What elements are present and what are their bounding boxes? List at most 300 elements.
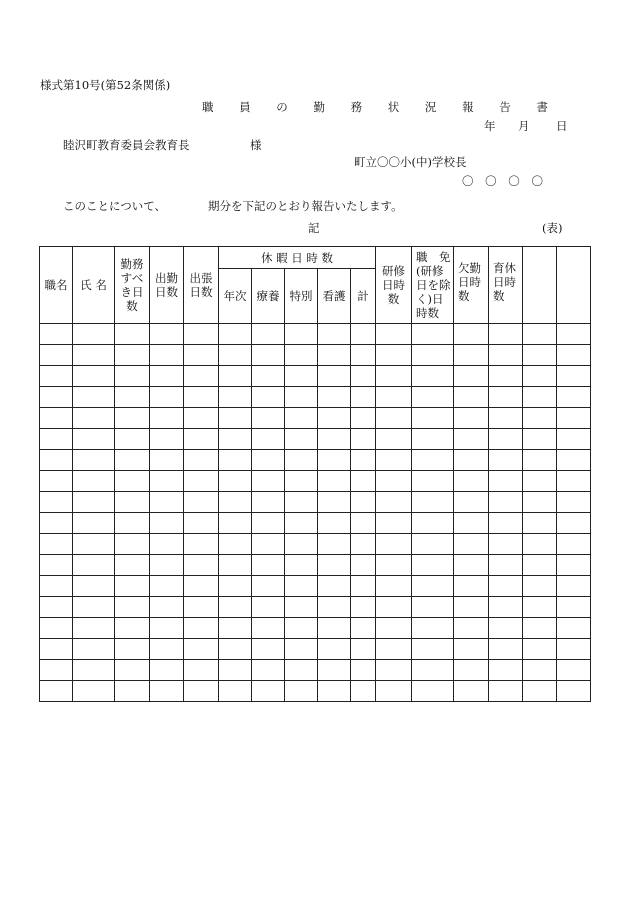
table-cell[interactable] (412, 387, 454, 408)
table-cell[interactable] (318, 576, 351, 597)
table-cell[interactable] (252, 345, 285, 366)
table-cell[interactable] (557, 618, 591, 639)
table-cell[interactable] (351, 576, 376, 597)
table-cell[interactable] (115, 597, 150, 618)
table-cell[interactable] (351, 345, 376, 366)
table-cell[interactable] (150, 576, 184, 597)
table-cell[interactable] (376, 408, 412, 429)
table-cell[interactable] (454, 555, 489, 576)
table-cell[interactable] (73, 366, 115, 387)
table-cell[interactable] (73, 513, 115, 534)
table-cell[interactable] (285, 639, 318, 660)
table-cell[interactable] (184, 492, 219, 513)
table-cell[interactable] (523, 324, 557, 345)
table-cell[interactable] (285, 555, 318, 576)
table-cell[interactable] (40, 471, 73, 492)
table-cell[interactable] (454, 450, 489, 471)
table-cell[interactable] (376, 660, 412, 681)
table-cell[interactable] (412, 492, 454, 513)
table-cell[interactable] (557, 366, 591, 387)
table-cell[interactable] (73, 618, 115, 639)
table-cell[interactable] (184, 366, 219, 387)
table-cell[interactable] (412, 366, 454, 387)
table-cell[interactable] (454, 513, 489, 534)
honorific: 様 (250, 138, 262, 152)
table-cell[interactable] (318, 450, 351, 471)
table-cell[interactable] (40, 324, 73, 345)
table-cell[interactable] (351, 618, 376, 639)
table-cell[interactable] (285, 660, 318, 681)
table-cell[interactable] (412, 681, 454, 702)
table-cell[interactable] (412, 408, 454, 429)
table-cell[interactable] (489, 555, 523, 576)
table-cell[interactable] (115, 513, 150, 534)
table-cell[interactable] (489, 450, 523, 471)
table-cell[interactable] (285, 366, 318, 387)
table-cell[interactable] (376, 618, 412, 639)
table-cell[interactable] (150, 345, 184, 366)
table-cell[interactable] (454, 387, 489, 408)
table-cell[interactable] (557, 345, 591, 366)
table-cell[interactable] (489, 618, 523, 639)
table-cell[interactable] (285, 534, 318, 555)
table-cell[interactable] (557, 555, 591, 576)
table-cell[interactable] (40, 660, 73, 681)
table-cell[interactable] (73, 534, 115, 555)
table-cell[interactable] (523, 450, 557, 471)
table-cell[interactable] (40, 597, 73, 618)
table-cell[interactable] (73, 324, 115, 345)
table-cell[interactable] (40, 618, 73, 639)
table-cell[interactable] (489, 345, 523, 366)
table-cell[interactable] (489, 366, 523, 387)
table-cell[interactable] (454, 408, 489, 429)
table-cell[interactable] (115, 387, 150, 408)
table-cell[interactable] (557, 681, 591, 702)
table-cell[interactable] (523, 576, 557, 597)
table-cell[interactable] (454, 366, 489, 387)
table-cell[interactable] (252, 639, 285, 660)
table-cell[interactable] (73, 555, 115, 576)
table-cell[interactable] (318, 513, 351, 534)
table-cell[interactable] (150, 324, 184, 345)
table-cell[interactable] (351, 513, 376, 534)
table-cell[interactable] (376, 681, 412, 702)
table-cell[interactable] (285, 324, 318, 345)
table-cell[interactable] (351, 450, 376, 471)
table-cell[interactable] (184, 660, 219, 681)
table-cell[interactable] (219, 366, 252, 387)
table-cell[interactable] (523, 492, 557, 513)
table-cell[interactable] (412, 324, 454, 345)
header-total: 計 (351, 269, 376, 324)
table-cell[interactable] (219, 618, 252, 639)
table-cell[interactable] (412, 513, 454, 534)
table-cell[interactable] (318, 366, 351, 387)
table-cell[interactable] (318, 408, 351, 429)
table-cell[interactable] (318, 492, 351, 513)
table-cell[interactable] (489, 681, 523, 702)
table-cell[interactable] (557, 576, 591, 597)
table-cell[interactable] (318, 681, 351, 702)
table-cell[interactable] (489, 387, 523, 408)
table-cell[interactable] (557, 429, 591, 450)
table-cell[interactable] (557, 408, 591, 429)
table-cell[interactable] (412, 576, 454, 597)
table-cell[interactable] (523, 513, 557, 534)
table-cell[interactable] (376, 639, 412, 660)
table-row (40, 345, 591, 366)
table-cell[interactable] (252, 555, 285, 576)
table-cell[interactable] (219, 639, 252, 660)
table-cell[interactable] (489, 639, 523, 660)
table-cell[interactable] (219, 660, 252, 681)
table-cell[interactable] (454, 681, 489, 702)
table-cell[interactable] (40, 429, 73, 450)
table-cell[interactable] (219, 429, 252, 450)
table-cell[interactable] (150, 555, 184, 576)
hyo-label: (表) (542, 221, 563, 235)
table-cell[interactable] (252, 576, 285, 597)
table-cell[interactable] (351, 429, 376, 450)
table-cell[interactable] (318, 387, 351, 408)
table-cell[interactable] (454, 597, 489, 618)
table-cell[interactable] (252, 387, 285, 408)
table-cell[interactable] (285, 387, 318, 408)
table-cell[interactable] (285, 492, 318, 513)
table-cell[interactable] (376, 534, 412, 555)
table-cell[interactable] (40, 534, 73, 555)
table-cell[interactable] (219, 387, 252, 408)
table-cell[interactable] (523, 639, 557, 660)
table-cell[interactable] (318, 639, 351, 660)
table-cell[interactable] (40, 366, 73, 387)
table-cell[interactable] (219, 450, 252, 471)
table-cell[interactable] (219, 555, 252, 576)
table-cell[interactable] (219, 408, 252, 429)
table-cell[interactable] (489, 513, 523, 534)
table-cell[interactable] (150, 450, 184, 471)
table-cell[interactable] (184, 618, 219, 639)
table-cell[interactable] (454, 324, 489, 345)
table-cell[interactable] (523, 408, 557, 429)
table-cell[interactable] (115, 450, 150, 471)
table-cell[interactable] (252, 597, 285, 618)
table-cell[interactable] (376, 597, 412, 618)
table-cell[interactable] (115, 576, 150, 597)
table-cell[interactable] (412, 345, 454, 366)
table-cell[interactable] (73, 681, 115, 702)
table-cell[interactable] (115, 366, 150, 387)
table-cell[interactable] (557, 597, 591, 618)
table-cell[interactable] (523, 597, 557, 618)
table-cell[interactable] (351, 681, 376, 702)
table-cell[interactable] (150, 408, 184, 429)
table-cell[interactable] (351, 408, 376, 429)
table-cell[interactable] (376, 555, 412, 576)
header-attend-days: 出勤 日数 (150, 247, 184, 324)
table-cell[interactable] (523, 618, 557, 639)
table-cell[interactable] (454, 660, 489, 681)
table-cell[interactable] (285, 471, 318, 492)
table-cell[interactable] (150, 639, 184, 660)
table-cell[interactable] (557, 639, 591, 660)
table-cell[interactable] (73, 576, 115, 597)
table-cell[interactable] (557, 324, 591, 345)
table-cell[interactable] (454, 639, 489, 660)
table-cell[interactable] (318, 534, 351, 555)
table-cell[interactable] (523, 366, 557, 387)
table-cell[interactable] (219, 345, 252, 366)
table-cell[interactable] (285, 597, 318, 618)
table-cell[interactable] (412, 534, 454, 555)
table-cell[interactable] (376, 492, 412, 513)
table-cell[interactable] (150, 618, 184, 639)
table-cell[interactable] (73, 429, 115, 450)
table-cell[interactable] (219, 534, 252, 555)
table-cell[interactable] (523, 471, 557, 492)
table-cell[interactable] (184, 597, 219, 618)
table-cell[interactable] (40, 681, 73, 702)
table-cell[interactable] (184, 345, 219, 366)
table-cell[interactable] (184, 513, 219, 534)
table-cell[interactable] (523, 387, 557, 408)
table-cell[interactable] (454, 618, 489, 639)
table-cell[interactable] (40, 450, 73, 471)
table-cell[interactable] (412, 597, 454, 618)
table-cell[interactable] (184, 534, 219, 555)
table-cell[interactable] (454, 345, 489, 366)
table-cell[interactable] (219, 324, 252, 345)
table-cell[interactable] (523, 681, 557, 702)
table-cell[interactable] (285, 408, 318, 429)
table-cell[interactable] (115, 555, 150, 576)
table-cell[interactable] (412, 618, 454, 639)
table-cell[interactable] (184, 429, 219, 450)
table-cell[interactable] (489, 660, 523, 681)
table-cell[interactable] (73, 492, 115, 513)
table-cell[interactable] (351, 387, 376, 408)
table-cell[interactable] (115, 618, 150, 639)
table-cell[interactable] (412, 429, 454, 450)
table-cell[interactable] (40, 345, 73, 366)
header-nursing: 看護 (318, 269, 351, 324)
table-cell[interactable] (40, 555, 73, 576)
table-cell[interactable] (318, 471, 351, 492)
table-cell[interactable] (318, 555, 351, 576)
table-cell[interactable] (252, 492, 285, 513)
table-cell[interactable] (252, 660, 285, 681)
table-cell[interactable] (73, 471, 115, 492)
table-cell[interactable] (351, 660, 376, 681)
table-row (40, 534, 591, 555)
table-cell[interactable] (40, 408, 73, 429)
table-cell[interactable] (219, 513, 252, 534)
table-cell[interactable] (351, 597, 376, 618)
table-cell[interactable] (557, 660, 591, 681)
table-cell[interactable] (73, 387, 115, 408)
table-cell[interactable] (150, 429, 184, 450)
table-cell[interactable] (219, 597, 252, 618)
table-cell[interactable] (523, 534, 557, 555)
table-cell[interactable] (252, 429, 285, 450)
table-cell[interactable] (285, 450, 318, 471)
table-cell[interactable] (489, 492, 523, 513)
table-cell[interactable] (376, 345, 412, 366)
table-cell[interactable] (454, 492, 489, 513)
table-cell[interactable] (412, 555, 454, 576)
table-cell[interactable] (454, 429, 489, 450)
table-cell[interactable] (318, 345, 351, 366)
table-cell[interactable] (412, 450, 454, 471)
table-cell[interactable] (557, 471, 591, 492)
table-cell[interactable] (40, 513, 73, 534)
table-cell[interactable] (376, 513, 412, 534)
table-cell[interactable] (73, 345, 115, 366)
intro-after: 期分を下記のとおり報告いたします。 (208, 199, 403, 213)
table-cell[interactable] (454, 576, 489, 597)
table-cell[interactable] (150, 387, 184, 408)
table-cell[interactable] (73, 408, 115, 429)
table-cell[interactable] (489, 429, 523, 450)
table-cell[interactable] (318, 429, 351, 450)
table-cell[interactable] (184, 555, 219, 576)
table-cell[interactable] (523, 555, 557, 576)
table-body (40, 324, 591, 702)
table-cell[interactable] (489, 597, 523, 618)
table-row (40, 471, 591, 492)
table-cell[interactable] (376, 387, 412, 408)
table-cell[interactable] (376, 429, 412, 450)
table-cell[interactable] (73, 450, 115, 471)
table-cell[interactable] (351, 471, 376, 492)
table-cell[interactable] (184, 681, 219, 702)
table-cell[interactable] (40, 639, 73, 660)
table-cell[interactable] (150, 492, 184, 513)
table-cell[interactable] (115, 681, 150, 702)
table-cell[interactable] (40, 492, 73, 513)
table-cell[interactable] (285, 345, 318, 366)
table-cell[interactable] (285, 576, 318, 597)
table-cell[interactable] (219, 471, 252, 492)
table-cell[interactable] (150, 366, 184, 387)
table-cell[interactable] (150, 513, 184, 534)
table-cell[interactable] (489, 534, 523, 555)
table-cell[interactable] (454, 471, 489, 492)
table-cell[interactable] (285, 429, 318, 450)
table-cell[interactable] (150, 660, 184, 681)
table-cell[interactable] (489, 324, 523, 345)
table-cell[interactable] (489, 471, 523, 492)
table-cell[interactable] (184, 639, 219, 660)
table-cell[interactable] (150, 471, 184, 492)
table-cell[interactable] (252, 471, 285, 492)
table-cell[interactable] (184, 387, 219, 408)
table-cell[interactable] (219, 681, 252, 702)
table-cell[interactable] (115, 492, 150, 513)
table-cell[interactable] (40, 576, 73, 597)
form-code: 様式第10号(第52条関係) (40, 78, 171, 92)
table-cell[interactable] (219, 492, 252, 513)
table-cell[interactable] (523, 345, 557, 366)
table-cell[interactable] (523, 660, 557, 681)
table-cell[interactable] (184, 408, 219, 429)
table-cell[interactable] (73, 639, 115, 660)
table-cell[interactable] (376, 324, 412, 345)
table-cell[interactable] (557, 387, 591, 408)
table-cell[interactable] (184, 324, 219, 345)
table-cell[interactable] (318, 660, 351, 681)
table-cell[interactable] (557, 513, 591, 534)
table-cell[interactable] (351, 324, 376, 345)
table-cell[interactable] (412, 639, 454, 660)
table-cell[interactable] (285, 513, 318, 534)
table-cell[interactable] (115, 639, 150, 660)
table-cell[interactable] (252, 681, 285, 702)
table-cell[interactable] (252, 618, 285, 639)
table-cell[interactable] (252, 450, 285, 471)
table-cell[interactable] (376, 576, 412, 597)
table-cell[interactable] (557, 534, 591, 555)
table-cell[interactable] (73, 597, 115, 618)
header-childcare: 育休 日時 数 (489, 247, 523, 324)
table-cell[interactable] (351, 639, 376, 660)
table-cell[interactable] (351, 534, 376, 555)
table-cell[interactable] (115, 660, 150, 681)
table-cell[interactable] (219, 576, 252, 597)
table-cell[interactable] (285, 618, 318, 639)
table-cell[interactable] (184, 471, 219, 492)
table-cell[interactable] (351, 492, 376, 513)
table-cell[interactable] (252, 513, 285, 534)
table-cell[interactable] (376, 471, 412, 492)
table-cell[interactable] (318, 597, 351, 618)
table-cell[interactable] (184, 450, 219, 471)
table-cell[interactable] (376, 366, 412, 387)
table-cell[interactable] (318, 324, 351, 345)
table-cell[interactable] (376, 450, 412, 471)
table-cell[interactable] (115, 345, 150, 366)
table-cell[interactable] (150, 534, 184, 555)
table-cell[interactable] (115, 429, 150, 450)
table-cell[interactable] (252, 324, 285, 345)
table-cell[interactable] (115, 408, 150, 429)
table-cell[interactable] (489, 576, 523, 597)
table-cell[interactable] (351, 555, 376, 576)
table-cell[interactable] (252, 366, 285, 387)
table-cell[interactable] (523, 429, 557, 450)
table-cell[interactable] (115, 324, 150, 345)
table-cell[interactable] (351, 366, 376, 387)
table-cell[interactable] (318, 618, 351, 639)
table-cell[interactable] (412, 660, 454, 681)
table-cell[interactable] (489, 408, 523, 429)
table-cell[interactable] (150, 597, 184, 618)
table-cell[interactable] (412, 471, 454, 492)
table-cell[interactable] (184, 576, 219, 597)
table-cell[interactable] (40, 387, 73, 408)
table-cell[interactable] (73, 660, 115, 681)
table-cell[interactable] (557, 492, 591, 513)
table-cell[interactable] (150, 681, 184, 702)
table-cell[interactable] (115, 471, 150, 492)
table-cell[interactable] (252, 408, 285, 429)
table-cell[interactable] (252, 534, 285, 555)
table-cell[interactable] (557, 450, 591, 471)
table-cell[interactable] (454, 534, 489, 555)
table-cell[interactable] (285, 681, 318, 702)
table-cell[interactable] (115, 534, 150, 555)
